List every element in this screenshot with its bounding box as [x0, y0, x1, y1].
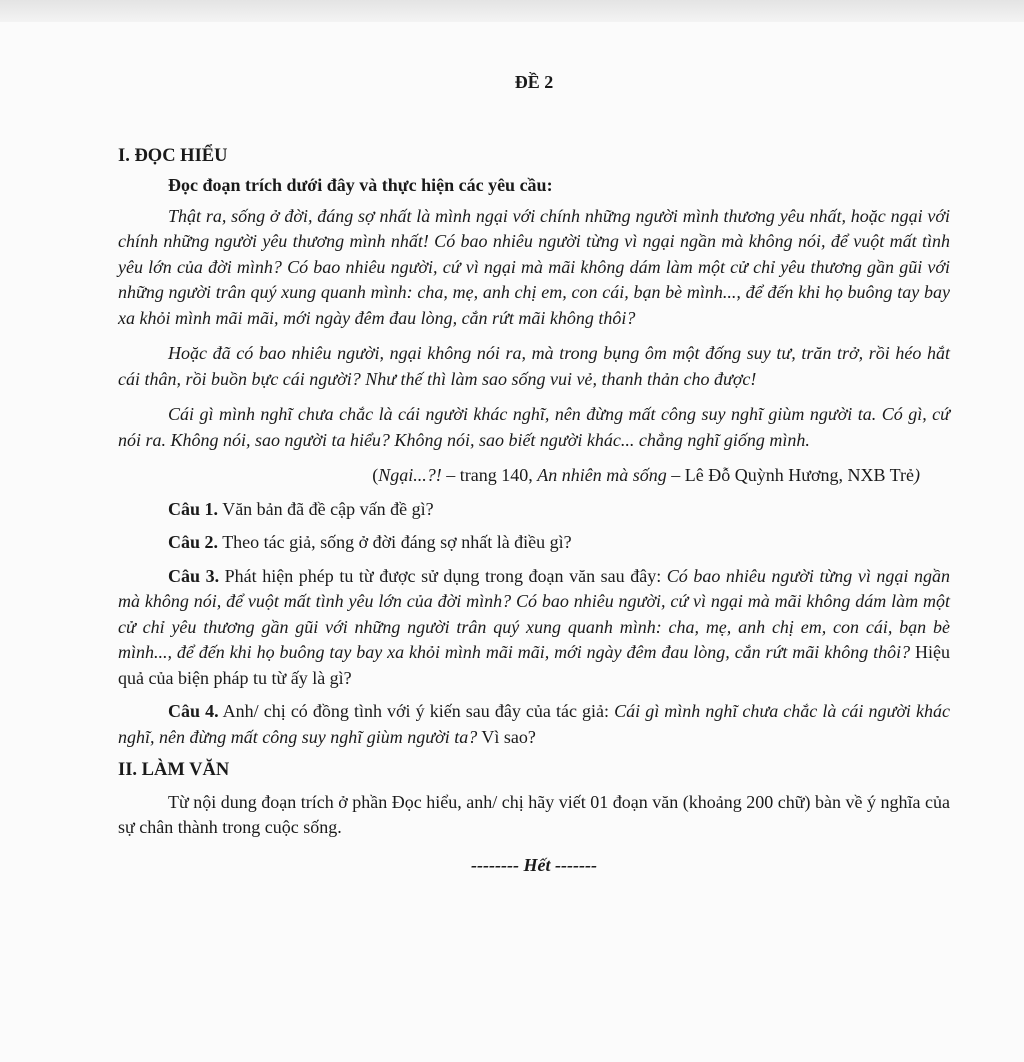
passage-paragraph-1: Thật ra, sống ở đời, đáng sợ nhất là mình ngại với chính những người mình thương yêu nhất, hoặc ngại với chính những người yêu thương mình nhất! Có bao nhiêu người từng vì ngại ngần mà không nói, để vuột mất tình yêu lớn của đời mình? Có bao nhiêu người, cứ vì ngại mà mãi không dám làm một cử chỉ yêu thương gần gũi với những người trân quý xung quanh mình: cha, mẹ, anh chị em, con cái, bạn bè mình..., để đến khi họ buông tay bay xa khỏi mình mãi mãi, mới ngày đêm đau lòng, cắn rứt mãi không thôi?	[118, 205, 950, 328]
question-4-after: Vì sao?	[477, 726, 536, 747]
question-1-text: Văn bản đã đề cập vấn đề gì?	[218, 498, 434, 519]
question-3-text: Phát hiện phép tu từ được sử dụng trong đoạn văn sau đây:	[219, 565, 667, 586]
question-3-after: Hiệu quả của biện pháp tu từ ấy là gì?	[118, 642, 950, 688]
question-2-text: Theo tác giả, sống ở đời đáng sợ nhất là điều gì?	[218, 532, 572, 552]
document-page	[0, 22, 1024, 1062]
question-2-label: Câu 2.	[168, 532, 219, 552]
question-4	[118, 699, 950, 750]
reading-instruction: Đọc đoạn trích dưới đây và thực hiện các yêu cầu:	[168, 175, 553, 195]
question-4-text: Anh/ chị có đồng tình với ý kiến sau đây của tác giả:	[218, 701, 615, 721]
source-book: An nhiên mà sống	[537, 465, 667, 485]
question-3-label: Câu 3.	[168, 565, 220, 586]
source-tail: – Lê Đỗ Quỳnh Hương, NXB Trẻ	[666, 465, 914, 485]
section-1-heading: I. ĐỌC HIỂU	[118, 145, 228, 166]
source-work: Ngại...?!	[378, 465, 442, 485]
passage-paragraph-2: Hoặc đã có bao nhiêu người, ngại không nói ra, mà trong bụng ôm một đống suy tư, trăn trở, rồi héo hắt cái thân, rồi buồn bực cái người? Như thế thì làm sao sống vui vẻ, thanh thản cho được!	[118, 343, 950, 389]
source-middle: – trang 140,	[441, 465, 538, 485]
question-4-label: Câu 4.	[168, 701, 219, 721]
question-3-quote: Có bao nhiêu người từng vì ngại ngần mà không nói, để vuột mất tình yêu lớn của đời mình? Có bao nhiêu người, cứ vì ngại mà mãi không dám làm một cử chỉ yêu thương gần gũi với những người trân quý xung quanh mình: cha, mẹ, anh chị em, con cái, bạn bè mình..., để đến khi họ buông tay bay xa khỏi mình mãi mãi, mới ngày đêm đau lòng, cắn rứt mãi không thôi?	[118, 565, 950, 662]
question-4-quote: Cái gì mình nghĩ chưa chắc là cái người khác nghĩ, nên đừng mất công suy nghĩ giùm người ta?	[118, 701, 950, 747]
viewer-top-bar	[0, 0, 1024, 22]
exam-title: ĐỀ 2	[514, 72, 554, 92]
section-2-heading: II. LÀM VĂN	[118, 760, 230, 780]
question-2	[118, 530, 950, 556]
question-3	[118, 564, 950, 692]
passage-paragraph-3: Cái gì mình nghĩ chưa chắc là cái người khác nghĩ, nên đừng mất công suy nghĩ giùm người ta. Có gì, cứ nói ra. Không nói, sao người ta hiểu? Không nói, sao biết người khác... chẳng nghĩ giống mình.	[118, 404, 950, 450]
source-close: )	[914, 465, 920, 485]
writing-task: Từ nội dung đoạn trích ở phần Đọc hiểu, anh/ chị hãy viết 01 đoạn văn (khoảng 200 chữ) bàn về ý nghĩa của sự chân thành trong cuộc sống.	[118, 791, 950, 837]
passage-source	[118, 463, 950, 489]
question-1	[118, 497, 950, 523]
end-mark: -------- Hết -------	[471, 854, 597, 875]
document-content	[118, 70, 950, 878]
source-open: (	[372, 465, 379, 485]
question-1-label: Câu 1.	[168, 498, 219, 519]
